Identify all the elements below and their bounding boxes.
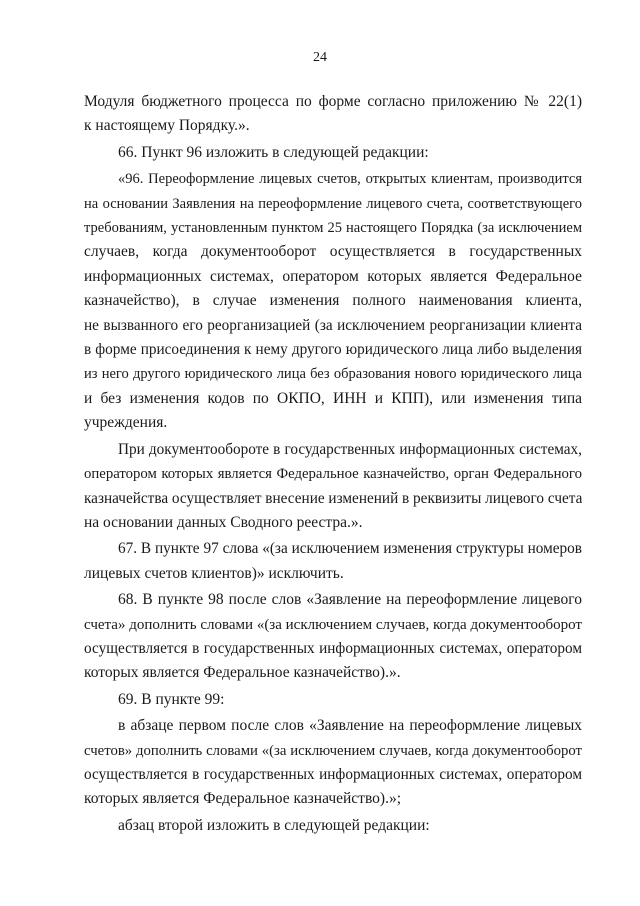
- text-line: оператором которых является Федеральное казначейство, орган Федерального: [84, 466, 582, 483]
- text-line: осуществляется в государственных информационных системах, оператором: [84, 639, 582, 657]
- text-line: требованиям, установленным пунктом 25 настоящего Порядка (за исключением: [84, 220, 582, 237]
- text-line: «96. Переоформление лицевых счетов, открытых клиентам, производится: [118, 171, 582, 188]
- paragraph-item-68: [84, 588, 582, 686]
- text-line: в абзаце первом после слов «Заявление на переоформление лицевых: [118, 717, 582, 735]
- text-line: которых является Федеральное казначейство).»;: [84, 790, 402, 808]
- paragraph-document-flow: [84, 438, 582, 536]
- text-line: на основании Заявления на переоформление лицевого счета, соответствующего: [84, 195, 582, 212]
- text-line: в форме присоединения к нему другого юридического лица либо выделения: [84, 341, 582, 359]
- paragraph-first-subparagraph: [84, 714, 582, 812]
- text-line: 67. В пункте 97 слова «(за исключением изменения структуры номеров: [118, 540, 582, 558]
- text-line: к настоящему Порядку.».: [84, 117, 250, 135]
- paragraph-item-67: [84, 537, 582, 586]
- paragraph-item-69: [84, 688, 582, 712]
- document-body: [84, 90, 582, 838]
- text-line: 69. В пункте 99:: [118, 690, 225, 708]
- page-number: 24: [313, 50, 327, 65]
- text-line: казначейство), в случае изменения полного наименования клиента,: [84, 292, 582, 310]
- text-line: не вызванного его реорганизацией (за исключением реорганизации клиента: [84, 316, 582, 334]
- text-line: на основании данных Сводного реестра.».: [84, 513, 363, 531]
- paragraph-item-66: [84, 141, 582, 165]
- text-line: и без изменения кодов по ОКПО, ИНН и КПП), или изменения типа: [84, 389, 582, 407]
- paragraph-continuation: [84, 90, 582, 139]
- text-line: 68. В пункте 98 после слов «Заявление на переоформление лицевого: [118, 591, 582, 609]
- text-line: При документообороте в государственных информационных системах,: [118, 440, 582, 458]
- paragraph-quoted-96: [84, 167, 582, 435]
- text-line: лицевых счетов клиентов)» исключить.: [84, 564, 344, 582]
- text-line: счетов» дополнить словами «(за исключением случаев, когда документооборот: [84, 742, 582, 759]
- text-line: которых является Федеральное казначейство).».: [84, 664, 401, 682]
- text-line: абзац второй изложить в следующей редакции:: [118, 816, 430, 834]
- text-line: учреждения.: [84, 414, 168, 432]
- paragraph-second-subparagraph: [84, 814, 582, 838]
- text-line: осуществляется в государственных информационных системах, оператором: [84, 765, 582, 783]
- text-line: случаев, когда документооборот осуществляется в государственных: [84, 243, 582, 261]
- text-line: 66. Пункт 96 изложить в следующей редакции:: [118, 143, 429, 161]
- text-line: казначейства осуществляет внесение изменений в реквизиты лицевого счета: [84, 489, 583, 507]
- text-line: Модуля бюджетного процесса по форме согласно приложению № 22(1): [84, 93, 582, 110]
- text-line: из него другого юридического лица без образования нового юридического лица: [84, 366, 582, 383]
- text-line: информационных системах, оператором которых является Федеральное: [84, 267, 582, 285]
- text-line: счета» дополнить словами «(за исключением случаев, когда документооборот: [84, 616, 582, 633]
